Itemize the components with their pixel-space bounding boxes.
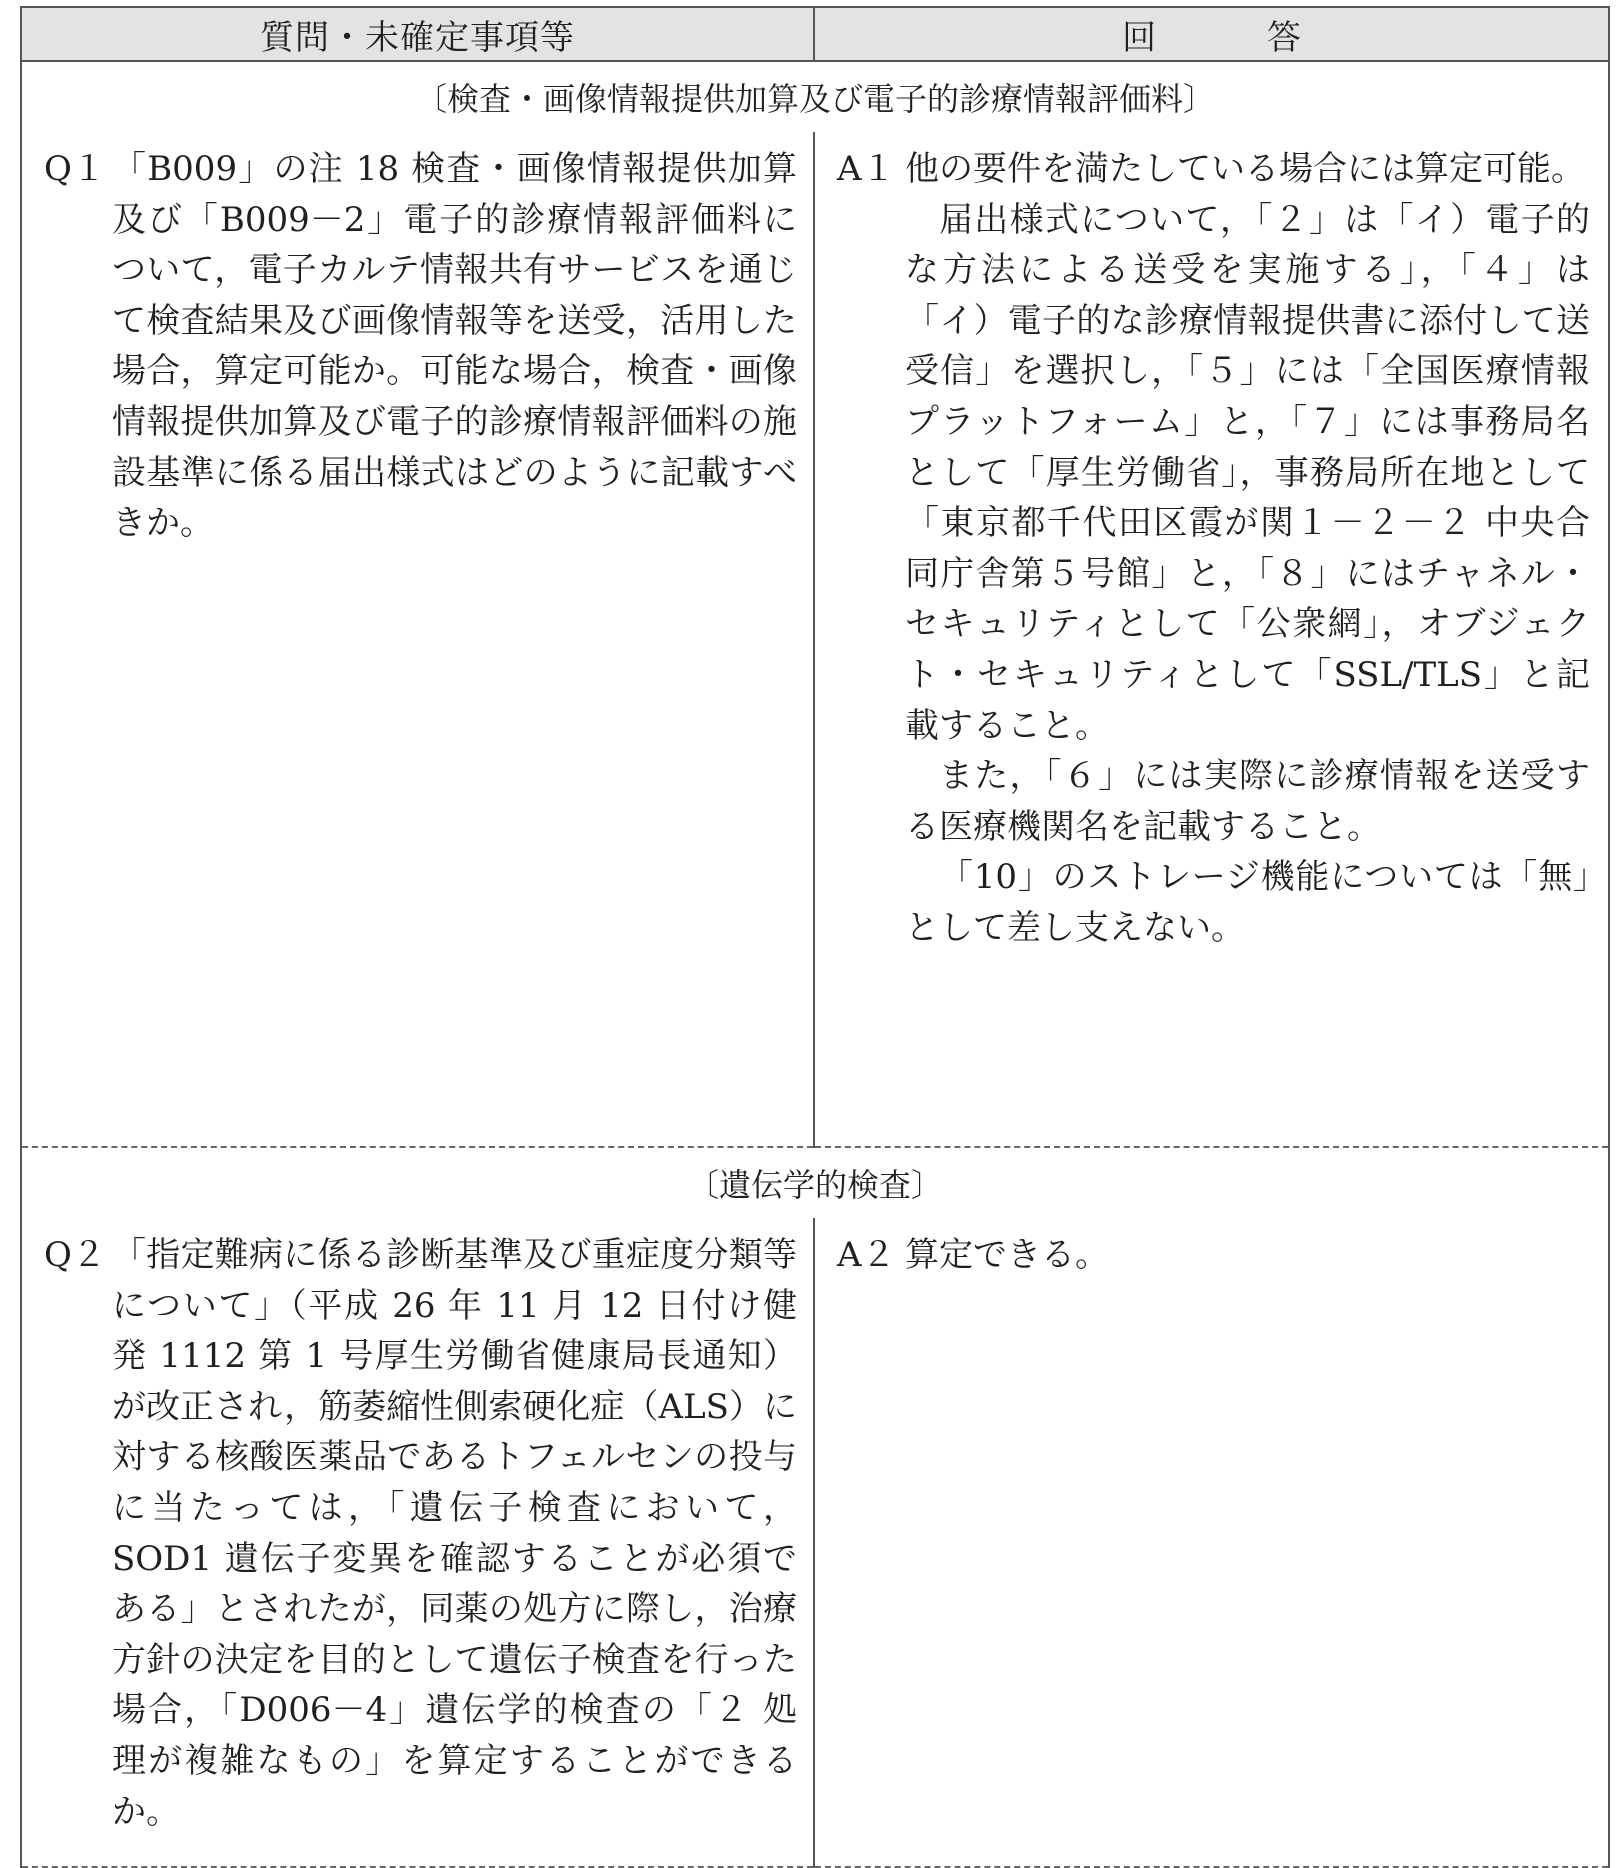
qa-table [20,6,1610,1868]
question-text-1: 「B009」の注 18 検査・画像情報提供加算及び「B009－2」電子的診療情報評価料について，電子カルテ情報共有サービスを通じて検査結果及び画像情報等を送受，活用した場合，算定可能か。可能な場合，検査・画像情報提供加算及び電子的診療情報評価料の施設基準に係る届出様式はどのように記載すべきか。 [112,149,797,544]
section-heading-row [21,1147,1609,1218]
answer-paragraph: 他の要件を満たしている場合には算定可能。 [905,149,1585,189]
question-item-2 [44,1230,797,1837]
answer-item-2 [837,1230,1590,1281]
answer-column-header-text: 回 答 [1122,17,1351,58]
answer-paragraph: 算定できる。 [905,1235,1109,1275]
section-heading-1: 〔検査・画像情報提供加算及び電子的診療情報評価料〕 [21,61,1609,132]
answer-label-2: A２ [837,1235,896,1275]
question-label-2: Q２ [44,1235,106,1275]
answer-cell-2 [814,1218,1609,1867]
answer-paragraph: 「10」のストレージ機能については「無」として差し支えない。 [905,857,1590,948]
qa-row-1 [21,132,1609,1147]
question-cell-2 [21,1218,814,1867]
answer-paragraph: 届出様式について，「２」は「イ）電子的な方法による送受を実施する」，「４」は「イ）電子的な診療情報提供書に添付して送受信」を選択し，「５」には「全国医療情報プラットフォーム」と，「７」には事務局名として「厚生労働省」，事務局所在地として「東京都千代田区霞が関１－２－２ 中央合同庁舎第５号館」と，「８」にはチャネル・セキュリティとして「公衆網」，オブジェクト・セキュリティとして「SSL/TLS」と記載すること。 [905,199,1590,746]
answer-item-1 [837,144,1590,954]
answer-paragraph: また，「６」には実際に診療情報を送受する医療機関名を記載すること。 [905,756,1590,847]
question-item-1 [44,144,797,549]
question-text-2: 「指定難病に係る診断基準及び重症度分類等について」（平成 26 年 11 月 12 日付け健発 1112 第 1 号厚生労働省健康局長通知）が改正され，筋萎縮性側索硬化症（ALS）に対する核酸医薬品であるトフェルセンの投与に当たっては，「遺伝子検査において，SOD1 遺伝子変異を確認することが必須である」とされたが，同薬の処方に際し，治療方針の決定を目的として遺伝子検査を行った場合，「D006－4」遺伝学的検査の「２ 処理が複雑なもの」を算定することができるか。 [112,1235,797,1832]
question-label-1: Q１ [44,149,106,189]
answer-column-header [814,7,1609,61]
answer-cell-1 [814,132,1609,1147]
question-cell-1 [21,132,814,1147]
section-heading-2: 〔遺伝学的検査〕 [21,1147,1609,1218]
table-header [21,7,1609,61]
qa-row-2 [21,1218,1609,1867]
answer-label-1: A１ [837,149,896,189]
question-column-header: 質問・未確定事項等 [21,7,814,61]
section-heading-row [21,61,1609,132]
